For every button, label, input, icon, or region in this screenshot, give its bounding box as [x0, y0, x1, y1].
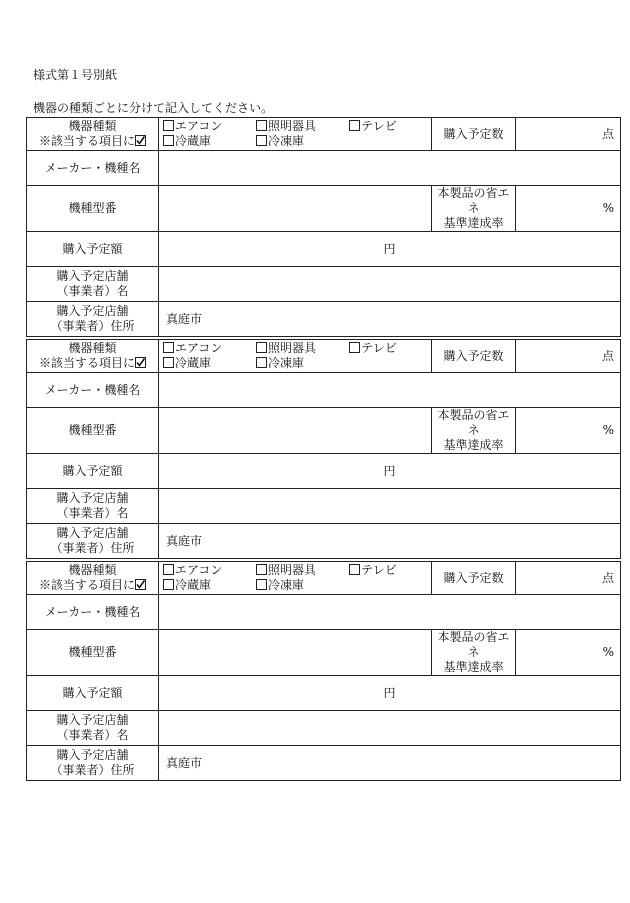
checkbox-checked-icon [135, 135, 146, 146]
store-name-label: 購入予定店舗 （事業者）名 [27, 711, 159, 746]
maker-model-field[interactable] [159, 373, 621, 408]
store-address-row [27, 746, 621, 781]
option-tv[interactable]: テレビ [349, 119, 397, 134]
maker-model-label: メーカー・機種名 [27, 373, 159, 408]
price-unit: 円 [383, 241, 396, 256]
model-number-label: 機種型番 [27, 630, 159, 676]
price-field[interactable] [159, 232, 621, 267]
device-type-row [27, 340, 621, 373]
device-form-table [26, 339, 621, 559]
price-row [27, 676, 621, 711]
price-field[interactable] [159, 676, 621, 711]
device-type-label: 機器種類 ※該当する項目に [27, 562, 159, 595]
store-name-row [27, 489, 621, 524]
device-type-row [27, 118, 621, 151]
device-type-options [159, 118, 432, 151]
model-row [27, 408, 621, 454]
checkbox-icon[interactable] [256, 579, 267, 590]
quantity-field[interactable] [516, 118, 621, 151]
option-refrigerator[interactable]: 冷蔵庫 [163, 356, 256, 371]
option-lighting[interactable]: 照明器具 [256, 119, 349, 134]
device-type-label: 機器種類 ※該当する項目に [27, 118, 159, 151]
checkbox-icon[interactable] [256, 120, 267, 131]
option-refrigerator[interactable]: 冷蔵庫 [163, 578, 256, 593]
store-address-label: 購入予定店舗 （事業者）住所 [27, 302, 159, 337]
model-row [27, 630, 621, 676]
model-number-label: 機種型番 [27, 408, 159, 454]
store-address-row [27, 524, 621, 559]
checkbox-checked-icon [135, 357, 146, 368]
checkbox-icon[interactable] [349, 564, 360, 575]
store-name-field[interactable] [159, 489, 621, 524]
quantity-field[interactable] [516, 562, 621, 595]
model-row [27, 186, 621, 232]
checkbox-icon[interactable] [163, 120, 174, 131]
store-name-field[interactable] [159, 711, 621, 746]
maker-row [27, 151, 621, 186]
city-prefix: 真庭市 [166, 311, 203, 326]
price-unit: 円 [383, 685, 396, 700]
store-name-field[interactable] [159, 267, 621, 302]
quantity-label: 購入予定数 [432, 340, 516, 373]
quantity-field[interactable] [516, 340, 621, 373]
device-type-options [159, 340, 432, 373]
quantity-unit: 点 [602, 126, 615, 141]
maker-row [27, 373, 621, 408]
option-lighting[interactable]: 照明器具 [256, 341, 349, 356]
checkbox-icon[interactable] [256, 135, 267, 146]
price-label: 購入予定額 [27, 676, 159, 711]
price-label: 購入予定額 [27, 454, 159, 489]
city-prefix: 真庭市 [166, 533, 203, 548]
quantity-label: 購入予定数 [432, 118, 516, 151]
option-tv[interactable]: テレビ [349, 563, 397, 578]
model-number-field[interactable] [159, 630, 432, 676]
maker-model-field[interactable] [159, 595, 621, 630]
checkbox-icon[interactable] [163, 357, 174, 368]
store-address-field[interactable] [159, 302, 621, 337]
checkbox-icon[interactable] [163, 342, 174, 353]
checkbox-icon[interactable] [256, 342, 267, 353]
efficiency-unit: % [602, 645, 615, 659]
model-number-field[interactable] [159, 186, 432, 232]
checkbox-icon[interactable] [163, 579, 174, 590]
efficiency-label: 本製品の省エネ 基準達成率 [432, 630, 516, 676]
device-type-row [27, 562, 621, 595]
quantity-unit: 点 [602, 570, 615, 585]
efficiency-label: 本製品の省エネ 基準達成率 [432, 186, 516, 232]
option-freezer[interactable]: 冷凍庫 [256, 356, 349, 371]
store-name-row [27, 267, 621, 302]
form-title: 様式第１号別紙 [33, 68, 118, 82]
option-aircon[interactable]: エアコン [163, 563, 256, 578]
store-name-label: 購入予定店舗 （事業者）名 [27, 489, 159, 524]
store-name-label: 購入予定店舗 （事業者）名 [27, 267, 159, 302]
maker-model-label: メーカー・機種名 [27, 151, 159, 186]
device-type-label: 機器種類 ※該当する項目に [27, 340, 159, 373]
checkbox-checked-icon [135, 579, 146, 590]
option-aircon[interactable]: エアコン [163, 119, 256, 134]
price-unit: 円 [383, 463, 396, 478]
store-address-label: 購入予定店舗 （事業者）住所 [27, 524, 159, 559]
efficiency-unit: % [602, 423, 615, 437]
checkbox-icon[interactable] [163, 564, 174, 575]
form-instruction: 機器の種類ごとに分けて記入してください。 [33, 101, 274, 115]
store-address-field[interactable] [159, 746, 621, 781]
efficiency-unit: % [602, 201, 615, 215]
option-freezer[interactable]: 冷凍庫 [256, 134, 349, 149]
device-form-table [26, 117, 621, 337]
quantity-unit: 点 [602, 348, 615, 363]
efficiency-field[interactable] [516, 186, 621, 232]
device-form-table [26, 561, 621, 781]
efficiency-field[interactable] [516, 630, 621, 676]
city-prefix: 真庭市 [166, 755, 203, 770]
store-name-row [27, 711, 621, 746]
device-type-options [159, 562, 432, 595]
checkbox-icon[interactable] [349, 342, 360, 353]
checkbox-icon[interactable] [256, 357, 267, 368]
checkbox-icon[interactable] [349, 120, 360, 131]
checkbox-icon[interactable] [163, 135, 174, 146]
option-freezer[interactable]: 冷凍庫 [256, 578, 349, 593]
option-lighting[interactable]: 照明器具 [256, 563, 349, 578]
option-refrigerator[interactable]: 冷蔵庫 [163, 134, 256, 149]
maker-model-field[interactable] [159, 151, 621, 186]
store-address-row [27, 302, 621, 337]
checkbox-icon[interactable] [256, 564, 267, 575]
efficiency-field[interactable] [516, 408, 621, 454]
store-address-label: 購入予定店舗 （事業者）住所 [27, 746, 159, 781]
quantity-label: 購入予定数 [432, 562, 516, 595]
efficiency-label: 本製品の省エネ 基準達成率 [432, 408, 516, 454]
maker-row [27, 595, 621, 630]
maker-model-label: メーカー・機種名 [27, 595, 159, 630]
price-row [27, 454, 621, 489]
option-tv[interactable]: テレビ [349, 341, 397, 356]
price-row [27, 232, 621, 267]
option-aircon[interactable]: エアコン [163, 341, 256, 356]
model-number-label: 機種型番 [27, 186, 159, 232]
price-label: 購入予定額 [27, 232, 159, 267]
model-number-field[interactable] [159, 408, 432, 454]
store-address-field[interactable] [159, 524, 621, 559]
price-field[interactable] [159, 454, 621, 489]
